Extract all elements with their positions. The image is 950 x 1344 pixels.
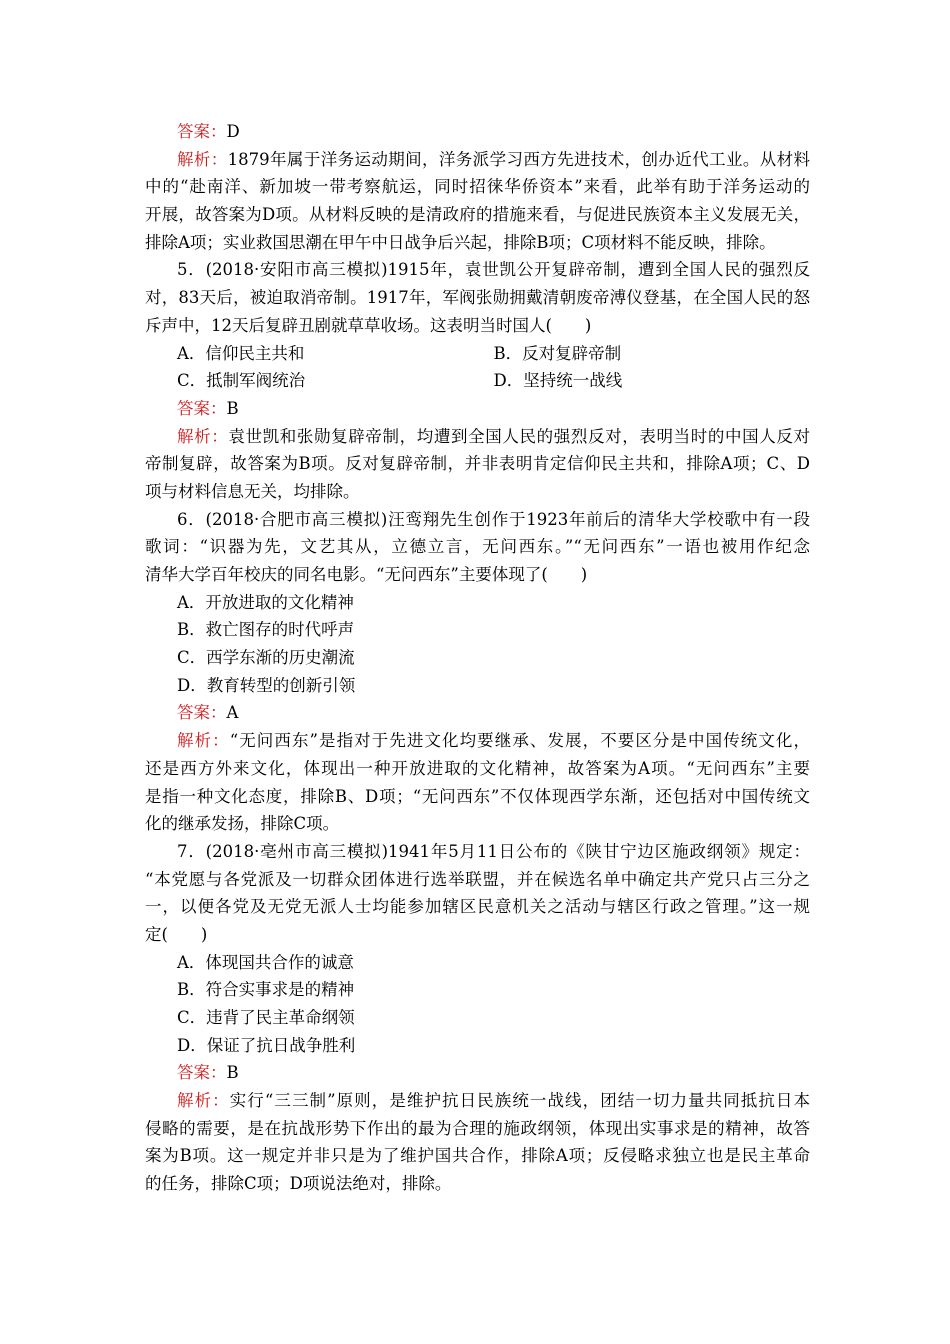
option-b: B．反对复辟帝制: [493, 343, 622, 363]
option-d: D．教育转型的创新引领: [177, 675, 356, 695]
analysis-line: 项与材料信息无关，均排除。: [145, 481, 360, 501]
answer-label: 答案：: [177, 398, 227, 418]
analysis-line: 解析：1879年属于洋务运动期间，洋务派学习西方先进技术，创办近代工业。从材料: [177, 149, 811, 169]
analysis-line: 中的“赴南洋、新加坡一带考察航运，同时招徕华侨资本”来看，此举有助于洋务运动的: [145, 177, 810, 197]
question-stem: 6．(2018·合肥市高三模拟)汪鸾翔先生创作于1923年前后的清华大学校歌中有一段: [177, 509, 810, 529]
question-stem: 对，83天后，被迫取消帝制。1917年，军阀张勋拥戴清朝废帝溥仪登基，在全国人民的怒: [145, 288, 810, 308]
question-stem: 歌词：“识器为先，文艺其从，立德立言，无问西东。”“无问西东”一语也被用作纪念: [145, 537, 810, 557]
answer-value: D: [226, 122, 240, 141]
answer-label: 答案：: [177, 703, 227, 723]
option-row: [145, 340, 810, 368]
analysis-label: 解析：: [177, 731, 230, 751]
answer-line: [145, 1059, 810, 1087]
analysis-line: 是指一种文化态度，排除B、D项；“无问西东”不仅体现西学东渐，还包括对中国传统文: [145, 786, 810, 806]
question-stem: 定( ): [145, 924, 208, 944]
option-row: [145, 367, 810, 395]
analysis-line: 解析：实行“三三制”原则，是维护抗日民族统一战线，团结一切力量共同抵抗日本: [177, 1091, 810, 1111]
answer-label: 答案：: [177, 122, 227, 141]
analysis-label: 解析：: [177, 1091, 230, 1111]
option-b: B．符合实事求是的精神: [177, 980, 355, 1000]
option-a: A．体现国共合作的诚意: [177, 952, 354, 972]
option-c: C．抵制军阀统治: [177, 371, 306, 391]
analysis-line: 侵略的需要，是在抗战形势下作出的最为合理的施政纲领，体现出实事求是的精神，故答: [145, 1118, 810, 1138]
question-stem: “本党愿与各党派及一切群众团体进行选举联盟，并在候选名单中确定共产党只占三分之: [145, 869, 810, 889]
analysis-line: 的任务，排除C项；D项说法绝对，排除。: [145, 1174, 452, 1194]
option-a: A．信仰民主共和: [177, 343, 305, 363]
question-stem: 斥声中，12天后复辟丑剧就草草收场。这表明当时国人( ): [145, 315, 592, 335]
question-stem: 清华大学百年校庆的同名电影。“无问西东”主要体现了( ): [145, 565, 588, 584]
document-page: [145, 118, 810, 1198]
analysis-line: 化的继承发扬，排除C项。: [145, 814, 340, 834]
option-b: B．救亡图存的时代呼声: [177, 620, 355, 640]
analysis-line: 案为B项。这一规定并非只是为了维护国共合作，排除A项；反侵略求独立也是民主革命: [145, 1146, 810, 1166]
answer-value: A: [226, 703, 239, 723]
analysis-line: 解析：袁世凯和张勋复辟帝制，均遭到全国人民的强烈反对，表明当时的中国人反对: [177, 426, 810, 446]
question-stem: 一，以便各党及无党无派人士均能参加辖区民意机关之活动与辖区行政之管理。”这一规: [145, 897, 810, 917]
analysis-label: 解析：: [177, 149, 228, 169]
answer-line: [145, 118, 810, 146]
analysis-line: 解析：“无问西东”是指对于先进文化均要继承、发展，不要区分是中国传统文化，: [177, 731, 810, 751]
answer-value: B: [226, 398, 239, 418]
option-d: D．保证了抗日战争胜利: [177, 1035, 356, 1055]
analysis-line: 开展，故答案为D项。从材料反映的是清政府的措施来看，与促进民族资本主义发展无关，: [145, 205, 810, 225]
answer-label: 答案：: [177, 1063, 227, 1083]
question-stem: 5．(2018·安阳市高三模拟)1915年，袁世凯公开复辟帝制，遭到全国人民的强烈反: [177, 260, 810, 280]
option-c: C．西学东渐的历史潮流: [177, 648, 355, 668]
question-stem: 7．(2018·亳州市高三模拟)1941年5月11日公布的《陕甘宁边区施政纲领》规定：: [177, 841, 810, 861]
option-a: A．开放进取的文化精神: [177, 592, 354, 612]
answer-value: B: [226, 1063, 239, 1083]
option-c: C．违背了民主革命纲领: [177, 1008, 355, 1027]
analysis-line: 排除A项；实业救国思潮在甲午中日战争后兴起，排除B项；C项材料不能反映，排除。: [145, 232, 776, 252]
option-d: D．坚持统一战线: [493, 371, 623, 391]
analysis-line: 帝制复辟，故答案为B项。反对复辟帝制，并非表明肯定信仰民主共和，排除A项；C、D: [145, 454, 810, 474]
analysis-line: 还是西方外来文化，体现出一种开放进取的文化精神，故答案为A项。“无问西东”主要: [145, 758, 810, 778]
answer-line: [145, 395, 810, 423]
answer-line: [145, 699, 810, 727]
analysis-label: 解析：: [177, 426, 229, 446]
